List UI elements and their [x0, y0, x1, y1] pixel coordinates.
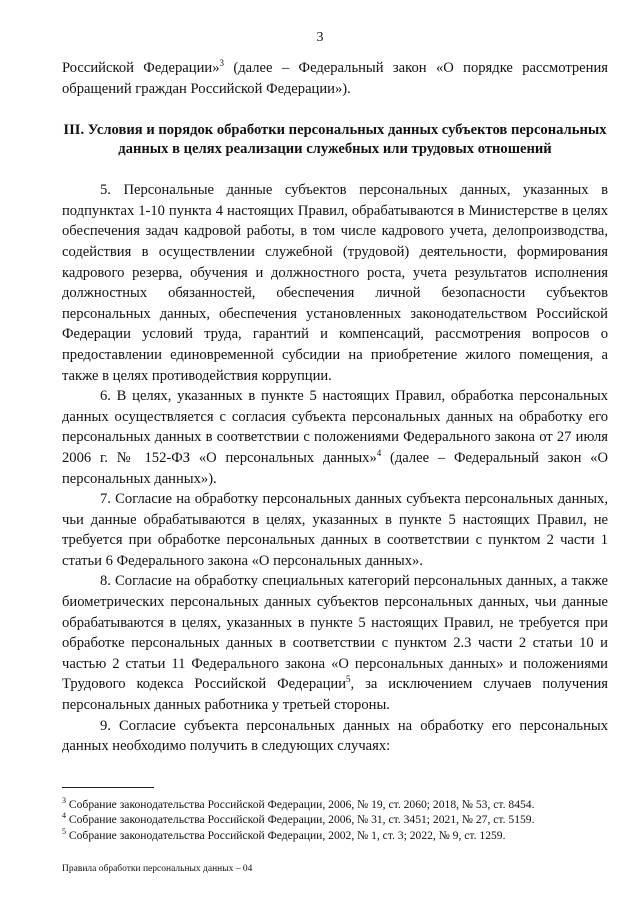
- intro-paragraph: [62, 58, 608, 99]
- intro-text-end: (далее – Федеральный закон «О порядке рассмотрения обращений граждан Российской Федерации»).: [62, 60, 608, 97]
- footnote-number: 5: [62, 826, 66, 836]
- footnote-4: [62, 812, 622, 827]
- footnote-text: Собрание законодательства Российской Федерации, 2006, № 31, ст. 3451; 2021, № 27, ст. 5159.: [66, 813, 535, 827]
- page-body: [62, 58, 608, 757]
- paragraph-6-text-start: 6. В целях, указанных в пункте 5 настоящих Правил, обработка персональных данных осуществляется с согласия субъекта персональных данных на обработку его персональных данных в соответствии с положениями Федерального закона от 27 июля 2006 г. № 152-ФЗ «О персональных данных»: [62, 388, 608, 466]
- footnote-number: 3: [62, 796, 66, 806]
- intro-text-start: Российской Федерации»: [62, 60, 220, 76]
- paragraph-7: 7. Согласие на обработку персональных данных субъекта персональных данных, чьи данные обрабатываются в целях, указанных в пункте 5 настоящих Правил, не требуется при обработке персональных данных в соответствии с пунктом 2 части 1 статьи 6 Федерального закона «О персональных данных».: [62, 491, 608, 569]
- paragraph-6: [62, 386, 608, 489]
- paragraph-9: 9. Согласие субъекта персональных данных на обработку его персональных данных необходимо получить в следующих случаях:: [62, 717, 608, 755]
- footnote-3: [62, 797, 622, 812]
- footnote-text: Собрание законодательства Российской Федерации, 2002, № 1, ст. 3; 2022, № 9, ст. 1259.: [66, 828, 506, 842]
- footnote-number: 4: [62, 811, 66, 821]
- footnote-ref-4: 4: [376, 448, 382, 459]
- document-footer: Правила обработки персональных данных – 04: [62, 864, 253, 874]
- paragraph-6-text-end: (далее – Федеральный закон «О персональных данных»).: [62, 449, 608, 487]
- paragraph-8: [62, 571, 608, 715]
- footnote-5: [62, 828, 622, 843]
- paragraph-8-text-start: 8. Согласие на обработку специальных категорий персональных данных, а также биометрических персональных данных субъектов персональных данных, чьи данные обрабатываются в целях, указанных в пункте 5 настоящих Правил, не требуется при обработке персональных данных в соответствии с пунктом 2.3 части 2 статьи 10 и частью 2 статьи 11 Федерального закона «О персональных данных» и положениями Трудового кодекса Российской Федерации: [62, 573, 608, 693]
- section-heading: III. Условия и порядок обработки персональных данных субъектов персональных данных в целях реализации служебных или трудовых отношений: [63, 122, 607, 158]
- footnote-ref-5: 5: [346, 674, 351, 685]
- footnote-text: Собрание законодательства Российской Федерации, 2006, № 19, ст. 2060; 2018, № 53, ст. 8454.: [66, 798, 535, 811]
- paragraph-5: 5. Персональные данные субъектов персональных данных, указанных в подпунктах 1-10 пункта 4 настоящих Правил, обрабатываются в Министерстве в целях обеспечения задач кадровой работы, в том числе кадрового учета, делопроизводства, содействия в осуществлении служебной (трудовой) деятельности, формирования кадрового резерва, обучения и должностного роста, учета результатов исполнения должностных обязанностей, обеспечения личной безопасности субъектов персональных данных, обеспечения установленных законодательством Российской Федерации условий труда, гарантий и компенсаций, рассмотрения вопросов о предоставлении единовременной субсидии на приобретение жилого помещения, а также в целях противодействия коррупции.: [62, 182, 608, 384]
- page-number: 3: [316, 30, 324, 45]
- footnote-ref-3: 3: [219, 58, 225, 69]
- footnotes: [62, 797, 622, 843]
- paragraph-8-text-end: , за исключением случаев получения персональных данных работника у третьей стороны.: [62, 676, 609, 714]
- footnote-separator: [62, 787, 154, 788]
